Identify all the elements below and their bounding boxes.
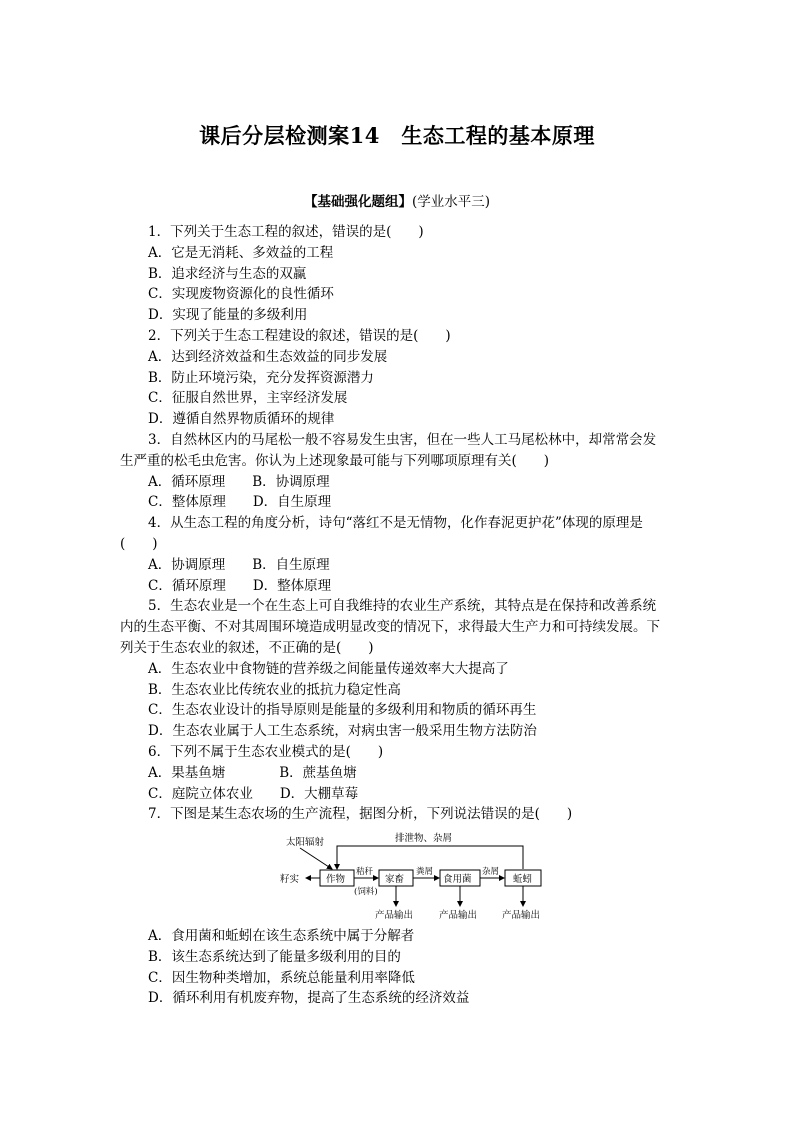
answer-option: C．因生物种类增加，系统总能量利用率降低 (148, 969, 415, 986)
question-line: 3．自然林区内的马尾松一般不容易发生虫害，但在一些人工马尾松林中，却常常会发 (148, 431, 657, 448)
answer-option: C．生态农业设计的指导原则是能量的多级利用和物质的循环再生 (148, 702, 537, 719)
answer-option: A．食用菌和蚯蚓在该生态系统中属于分解者 (148, 928, 415, 944)
question-line: ( ) (120, 535, 158, 552)
question-line: 列关于生态农业的叙述，不正确的是( ) (120, 639, 374, 656)
sun-label: 太阳辐射 (286, 837, 325, 848)
answer-option: C．征服自然世界，主宰经济发展 (148, 390, 348, 407)
q7-options (120, 926, 680, 1009)
seed-label: 籽实 (280, 874, 300, 885)
output-label-1: 产品输出 (375, 910, 414, 921)
feed-label: (饲料) (354, 887, 378, 897)
crop-label: 作物 (326, 874, 346, 885)
answer-option: B．防止环境污染，充分发挥资源潜力 (148, 369, 374, 386)
section-level: (学业水平三) (411, 194, 491, 210)
answer-option: C．循环原理 D．整体原理 (148, 577, 332, 594)
output-label-3: 产品输出 (502, 910, 541, 921)
question-line: 内的生态平衡、不对其周围环境造成明显改变的情况下，求得最大生产力和可持续发展。下 (120, 619, 660, 636)
straw-label: 秸秆 (356, 867, 374, 877)
answer-option: B．生态农业比传统农业的抵抗力稳定性高 (148, 681, 401, 698)
section-bracket: 【基础强化题组】 (303, 194, 412, 210)
answer-option: D．循环利用有机废弃物，提高了生态系统的经济效益 (148, 990, 470, 1007)
earthworm-label: 蚯蚓 (513, 874, 533, 885)
question-line: 1．下列关于生态工程的叙述，错误的是( ) (148, 224, 424, 240)
question-line: 6．下列不属于生态农业模式的是( ) (148, 743, 384, 760)
question-line: 生严重的松毛虫危害。你认为上述现象最可能与下列哪项原理有关( ) (120, 452, 550, 469)
answer-option: A．达到经济效益和生态效益的同步发展 (148, 348, 388, 365)
question-line: 5．生态农业是一个在生态上可自我维持的农业生产系统，其特点是在保持和改善系统 (148, 598, 657, 615)
question-list (120, 222, 680, 825)
page-title: 课后分层检测案14 生态工程的基本原理 (199, 123, 595, 148)
top-loop-label: 排泄物、杂屑 (395, 833, 453, 844)
production-flow-diagram (270, 826, 560, 926)
answer-option: D．遵循自然界物质循环的规律 (148, 411, 335, 428)
debris-label: 杂屑 (482, 867, 500, 877)
answer-option: A．它是无消耗、多效益的工程 (148, 244, 334, 261)
answer-option: C．实现废物资源化的良性循环 (148, 286, 334, 303)
answer-option: A．循环原理 B．协调原理 (148, 473, 330, 490)
section-heading (0, 190, 794, 210)
question-line: 2．下列关于生态工程建设的叙述，错误的是( ) (148, 327, 451, 344)
output-label-2: 产品输出 (439, 910, 478, 921)
answer-option: C．庭院立体农业 D．大棚草莓 (148, 785, 359, 802)
answer-option: C．整体原理 D．自生原理 (148, 494, 332, 511)
answer-option: A．协调原理 B．自生原理 (148, 556, 330, 573)
manure-label: 粪屑 (416, 867, 434, 877)
question-line: 7．下图是某生态农场的生产流程，据图分析，下列说法错误的是( ) (148, 806, 573, 823)
answer-option: B．该生态系统达到了能量多级利用的目的 (148, 948, 401, 965)
answer-option: A．生态农业中食物链的营养级之间能量传递效率大大提高了 (148, 660, 509, 677)
question-line: 4．从生态工程的角度分析，诗句“落红不是无情物，化作春泥更护花”体现的原理是 (148, 515, 643, 532)
answer-option: B．追求经济与生态的双赢 (148, 265, 307, 282)
fungus-label: 食用菌 (443, 874, 472, 885)
answer-option: A．果基鱼塘 B．蔗基鱼塘 (148, 764, 357, 781)
answer-option: D．生态农业属于人工生态系统，对病虫害一般采用生物方法防治 (148, 723, 537, 740)
livestock-label: 家畜 (385, 874, 405, 885)
answer-option: D．实现了能量的多级利用 (148, 307, 308, 324)
